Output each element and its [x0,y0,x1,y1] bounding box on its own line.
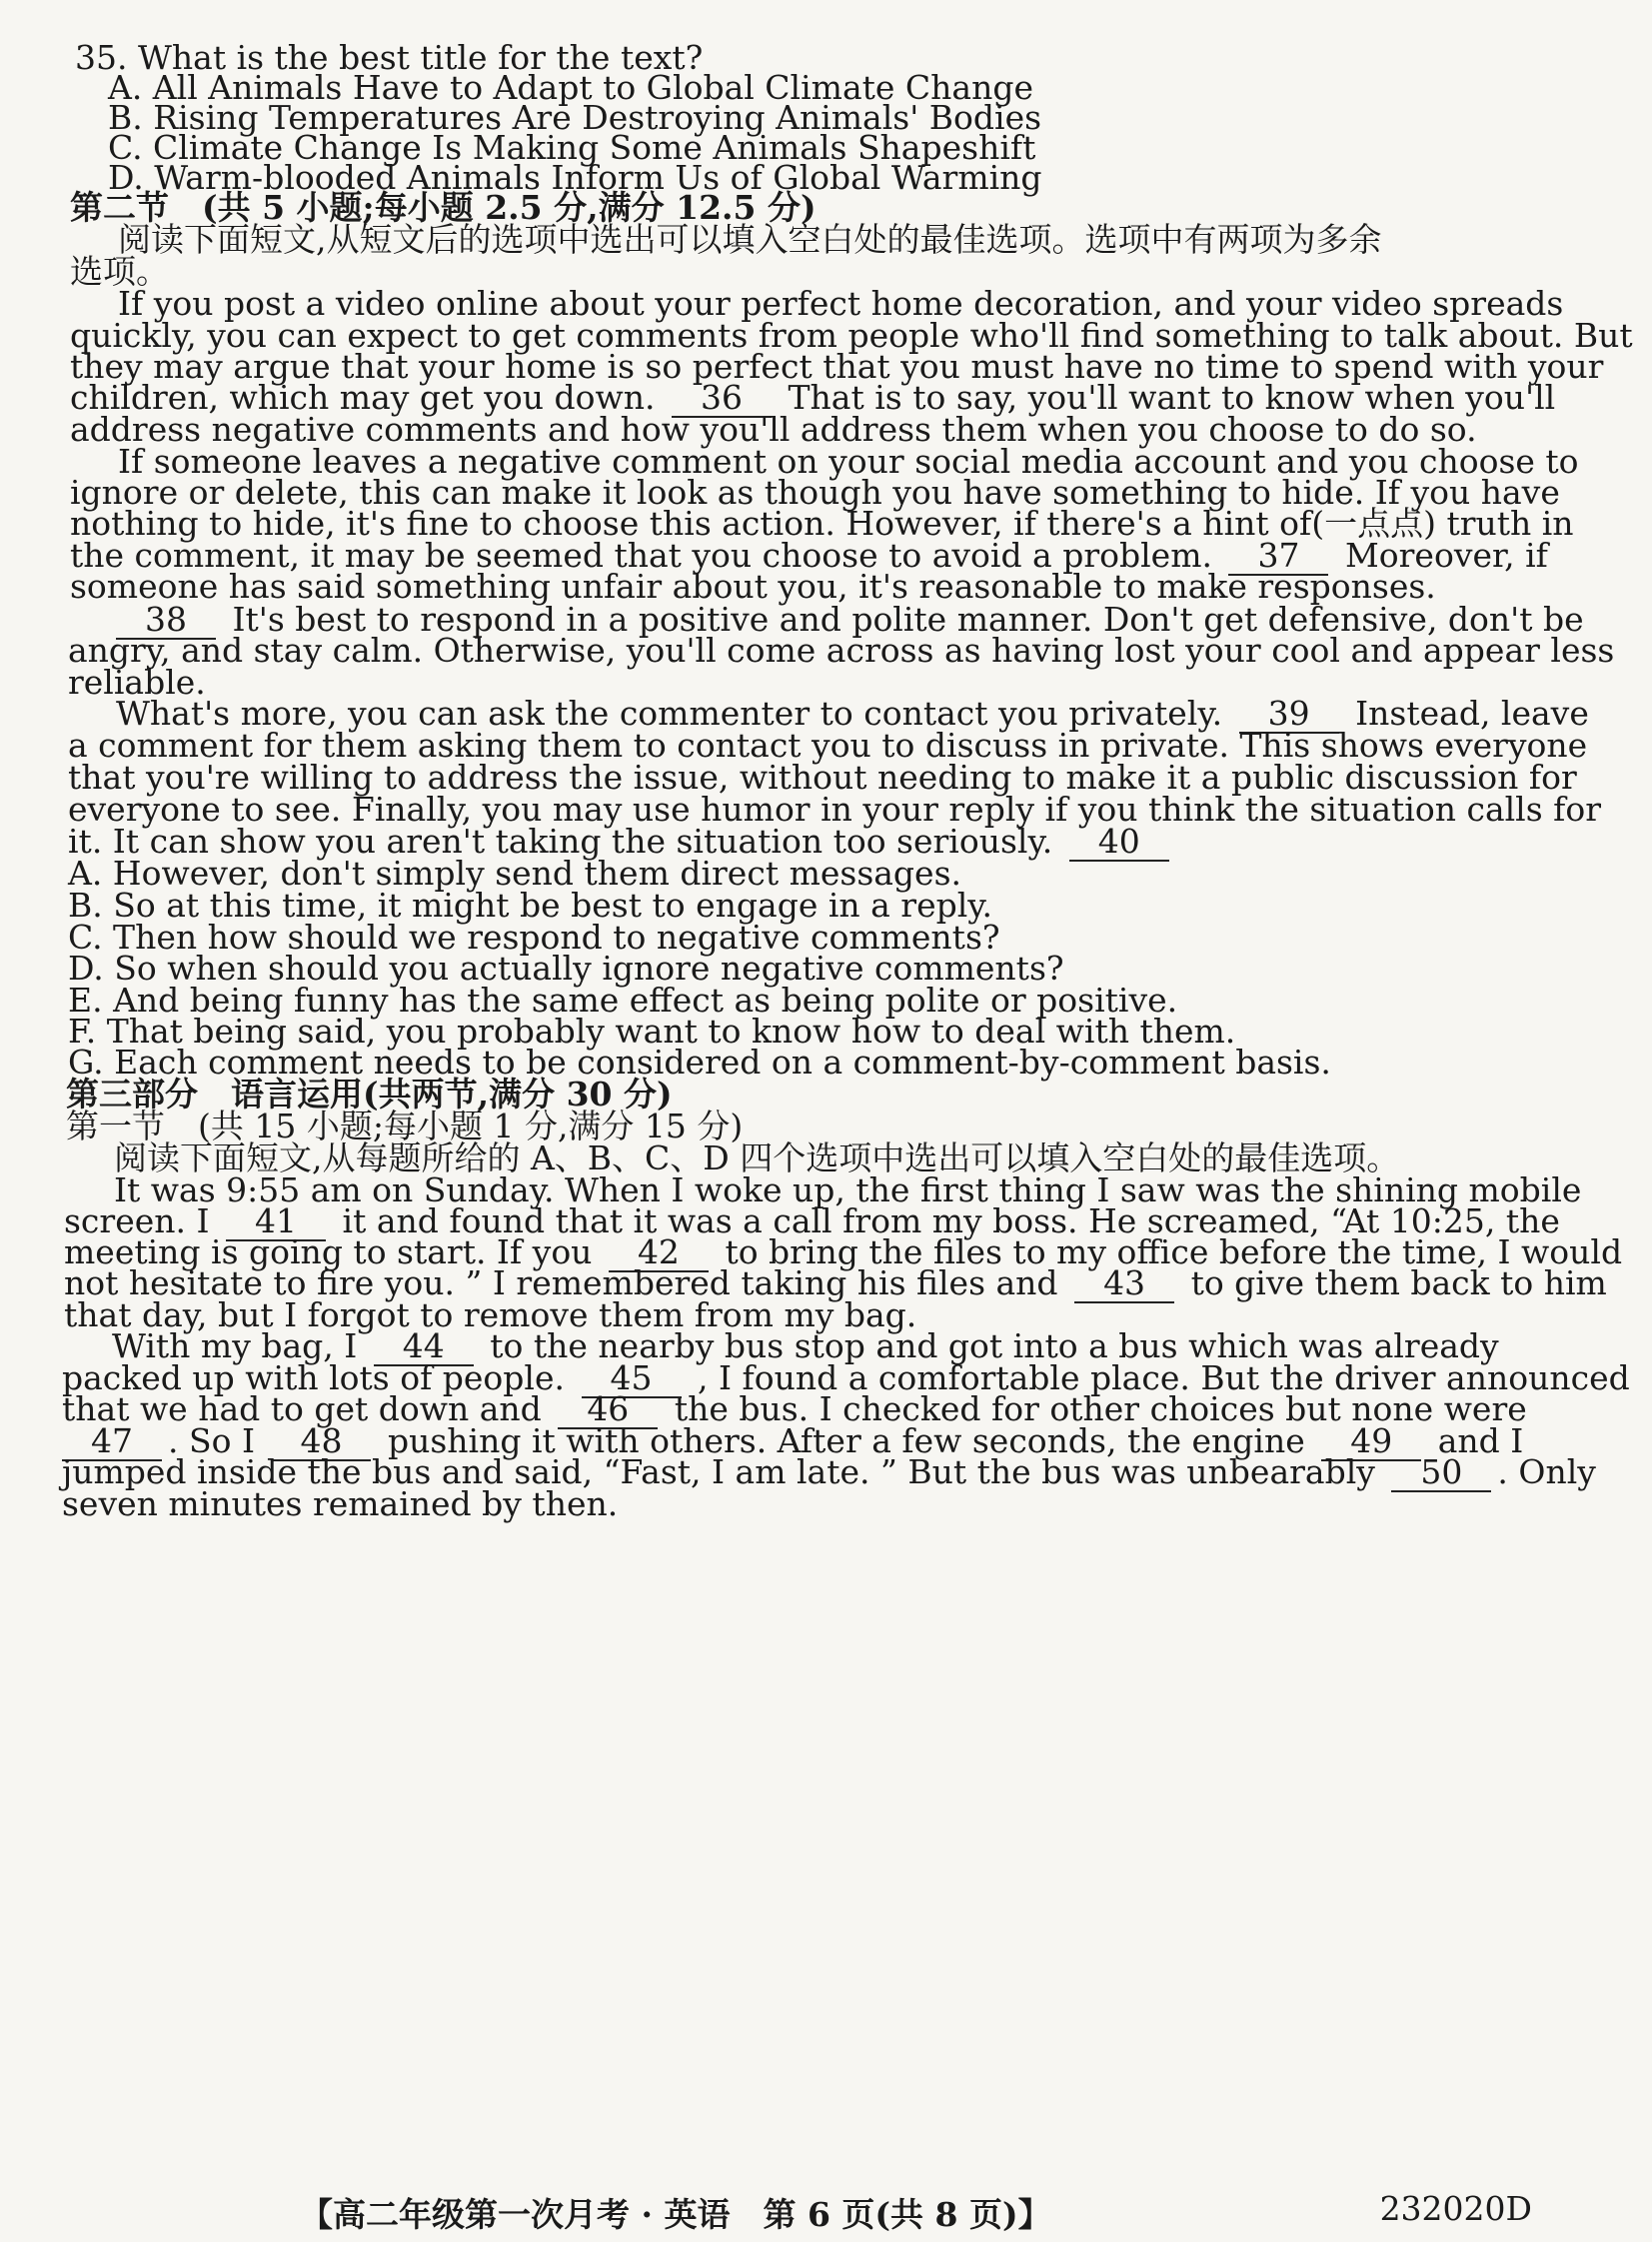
p4-line-1-text: What's more, you can ask the commenter to contact you privately. [116,694,1223,733]
q35-option-a: A. All Animals Have to Adapt to Global Climate Change [108,68,1033,107]
section2-instruction-1: 阅读下面短文,从短文后的选项中选出可以填入空白处的最佳选项。选项中有两项为多余 [118,220,1382,259]
p4-line-1-tail: Instead, leave [1355,694,1589,733]
section2-heading: 第二节 (共 5 小题;每小题 2.5 分,满分 12.5 分) [70,188,817,227]
cloze-line-1: It was 9:55 am on Sunday. When I woke up, the first thing I saw was the shining mobile [114,1170,1582,1209]
part3-heading: 第三部分 语言运用(共两节,满分 30 分) [66,1075,673,1114]
cloze-line-5: that day, but I forgot to remove them from my bag. [64,1295,917,1334]
blank-48[interactable]: 48 [271,1423,371,1461]
p1-line-4-tail: That is to say, you'll want to know when you'll [788,378,1556,417]
p2-line-2: ignore or delete, this can make it look as though you have something to hide. If you have [70,473,1560,512]
p2-line-1: If someone leaves a negative comment on your social media account and you choose to [118,442,1579,481]
page-footer-label: 【高二年级第一次月考 · 英语 第 6 页(共 8 页)】 [300,2195,1051,2234]
p1-line-3: they may argue that your home is so perfect that you must have no time to spend with your [70,347,1604,386]
option-b: B. So at this time, it might be best to engage in a reply. [68,886,993,925]
blank-43[interactable]: 43 [1074,1265,1174,1303]
p1-line-2: quickly, you can expect to get comments from people who'll find something to talk about. But [70,316,1633,355]
part3-subheading: 第一节 (共 15 小题;每小题 1 分,满分 15 分) [66,1107,744,1145]
blank-44[interactable]: 44 [374,1328,474,1366]
p4-line-3: that you're willing to address the issue, without needing to make it a public discussion for [68,758,1577,797]
option-f: F. That being said, you probably want to know how to deal with them. [68,1012,1236,1051]
cloze-line-7-b: , I found a comfortable place. But the driver announced [698,1358,1630,1397]
cloze-line-8-a: that we had to get down and [62,1389,542,1428]
cloze-line-4-a: not hesitate to fire you. ” I remembered taking his files and [64,1263,1058,1302]
p3-line-3: reliable. [68,663,206,702]
blank-42[interactable]: 42 [609,1234,709,1272]
p2-line-4-text: the comment, it may be seemed that you choose to avoid a problem. [70,536,1212,575]
cloze-line-10-b: . Only [1497,1452,1596,1491]
blank-38[interactable]: 38 [116,602,216,640]
cloze-line-4-b: to give them back to him [1190,1263,1607,1302]
page-footer-code: 232020D [1379,2189,1532,2228]
option-c: C. Then how should we respond to negative comments? [68,918,1000,957]
cloze-line-6-a: With my bag, I [112,1326,358,1365]
p4-line-5-text: it. It can show you aren't taking the situation too seriously. [68,822,1053,861]
p2-line-5: someone has said something unfair about you, it's reasonable to make responses. [70,567,1436,606]
option-d: D. So when should you actually ignore negative comments? [68,949,1064,988]
p1-line-4-text: children, which may get you down. [70,378,656,417]
p3-line-1-text: It's best to respond in a positive and polite manner. Don't get defensive, don't be [232,600,1584,639]
blank-36[interactable]: 36 [672,380,772,418]
blank-47[interactable]: 47 [62,1423,162,1461]
blank-41[interactable]: 41 [226,1203,326,1241]
blank-46[interactable]: 46 [558,1391,658,1429]
blank-40[interactable]: 40 [1069,824,1169,862]
p2-line-4-tail: Moreover, if [1344,536,1548,575]
blank-39[interactable]: 39 [1239,696,1339,734]
cloze-line-9-c: and I [1437,1421,1524,1460]
q35-option-c: C. Climate Change Is Making Some Animals Shapeshift [108,128,1036,167]
cloze-line-9-b: pushing it with others. After a few seconds, the engine [387,1421,1305,1460]
cloze-line-8-b: the bus. I checked for other choices but none were [674,1389,1527,1428]
q35-option-d: D. Warm-blooded Animals Inform Us of Global Warming [108,158,1042,197]
cloze-line-6-b: to the nearby bus stop and got into a bus which was already [490,1326,1499,1365]
section2-instruction-2: 选项。 [70,252,169,291]
cloze-line-2-a: screen. I [64,1201,210,1240]
p4-line-4: everyone to see. Finally, you may use humor in your reply if you think the situation calls for [68,790,1602,829]
cloze-line-7-a: packed up with lots of people. [62,1358,565,1397]
cloze-line-10-a: jumped inside the bus and said, “Fast, I am late. ” But the bus was unbearably [62,1452,1375,1491]
cloze-line-3-a: meeting is going to start. If you [64,1232,593,1271]
part3-instruction: 阅读下面短文,从每题所给的 A、B、C、D 四个选项中选出可以填入空白处的最佳选项。 [114,1138,1400,1177]
option-g: G. Each comment needs to be considered on a comment-by-comment basis. [68,1043,1331,1082]
cloze-line-9-a: . So I [168,1421,255,1460]
blank-50[interactable]: 50 [1391,1454,1491,1492]
question-35-stem: 35. What is the best title for the text? [75,38,704,77]
blank-45[interactable]: 45 [582,1360,682,1398]
cloze-line-11: seven minutes remained by then. [62,1484,619,1523]
option-e: E. And being funny has the same effect as being polite or positive. [68,981,1178,1020]
cloze-line-3-b: to bring the files to my office before the time, I would [725,1232,1623,1271]
p1-line-1: If you post a video online about your perfect home decoration, and your video spreads [118,284,1564,323]
p2-line-3: nothing to hide, it's fine to choose this action. However, if there's a hint of(一点点) truth in [70,504,1574,543]
p4-line-2: a comment for them asking them to contact you to discuss in private. This shows everyone [68,726,1588,765]
p1-line-5: address negative comments and how you'll address them when you choose to do so. [70,410,1477,449]
q35-option-b: B. Rising Temperatures Are Destroying Animals' Bodies [108,98,1042,137]
option-a: A. However, don't simply send them direct messages. [68,854,962,893]
blank-37[interactable]: 37 [1228,538,1328,576]
blank-49[interactable]: 49 [1321,1423,1421,1461]
p3-line-2: angry, and stay calm. Otherwise, you'll come across as having lost your cool and appear less [68,631,1615,670]
cloze-line-2-b: it and found that it was a call from my boss. He screamed, “At 10:25, the [342,1201,1560,1240]
